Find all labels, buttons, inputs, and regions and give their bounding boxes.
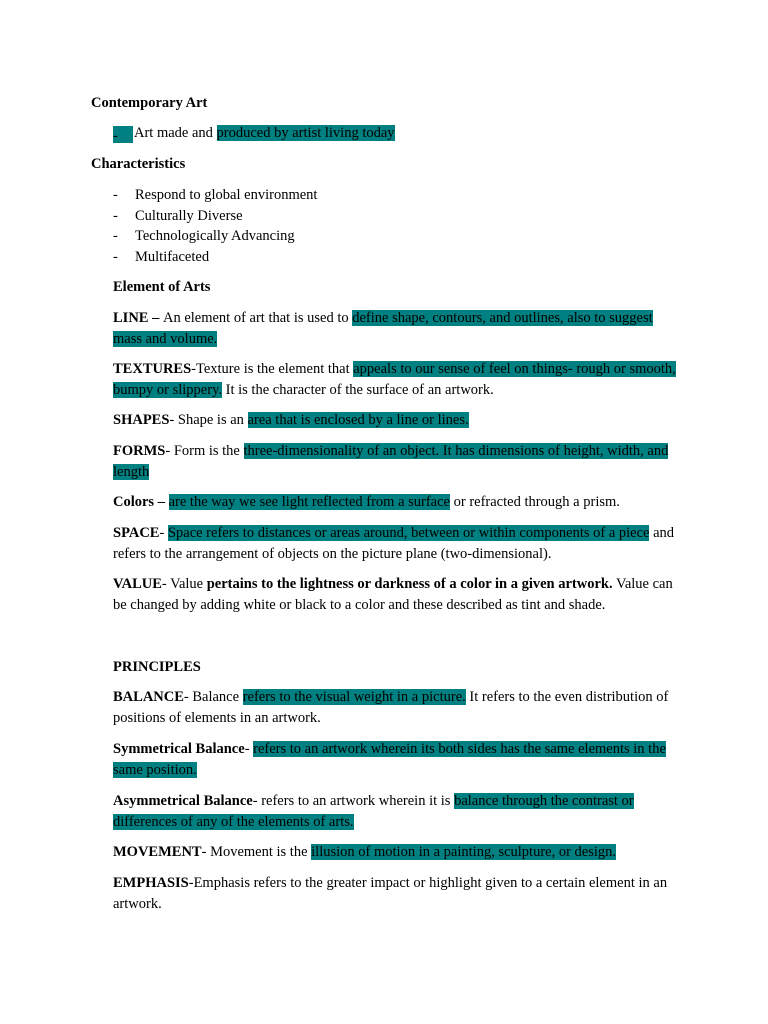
element-term: SPACE <box>113 525 160 541</box>
intro-line <box>113 123 683 144</box>
characteristics-list <box>113 185 317 267</box>
principle-term: EMPHASIS <box>113 875 189 891</box>
principle-text-continued: It refers to the even distribution of positions of elements in an artwork. <box>113 689 669 726</box>
principle-balance <box>113 687 683 729</box>
principle-emphasis <box>113 873 683 915</box>
element-text: - Form is the <box>165 443 244 459</box>
element-highlight: are the way we see light reflected from a surface <box>168 494 450 510</box>
element-value <box>113 574 683 616</box>
element-highlight: Space refers to distances or areas around, between or within components of a piece <box>167 525 650 541</box>
principle-asymmetrical-balance <box>113 791 683 833</box>
element-highlight: define shape, contours, and outlines, also to suggest mass and volume. <box>113 310 653 347</box>
element-highlight: area that is enclosed by a line or lines. <box>247 412 469 428</box>
element-forms <box>113 441 683 483</box>
element-text-continued: Value can be changed by adding white or black to a color and these described as tint and shade. <box>113 576 673 613</box>
element-bold-text: pertains to the lightness or darkness of a color in a given artwork. <box>206 576 613 592</box>
element-term: VALUE <box>113 576 162 592</box>
element-colors <box>113 492 683 513</box>
element-textures <box>113 359 683 401</box>
principle-text: -Emphasis refers to the greater impact or highlight given to a certain element in an artwork. <box>113 875 668 912</box>
element-highlight: three-dimensionality of an object. It has dimensions of height, width, and length <box>113 443 669 480</box>
list-dash: - <box>113 187 118 203</box>
list-item-text: Culturally Diverse <box>135 207 243 224</box>
principle-term: MOVEMENT <box>113 844 202 860</box>
principle-highlight: balance through the contrast or differences of any of the elements of arts. <box>113 793 634 830</box>
intro-highlight: produced by artist living today <box>216 125 395 141</box>
intro-bullet-highlight <box>113 126 133 143</box>
element-term: SHAPES <box>113 412 170 428</box>
principle-highlight: refers to the visual weight in a picture. <box>242 689 466 705</box>
principle-text: - <box>244 741 254 757</box>
element-term: FORMS <box>113 443 166 459</box>
list-item-text: Respond to global environment <box>135 187 318 203</box>
list-dash: - <box>113 248 118 265</box>
element-highlight: appeals to our sense of feel on things- rough or smooth, bumpy or slippery. <box>113 361 676 398</box>
intro-dash: - <box>113 128 118 144</box>
principle-term: Asymmetrical Balance <box>113 793 253 809</box>
element-text-continued: It is the character of the surface of an artwork. <box>222 382 494 398</box>
list-item-text: Technologically Advancing <box>135 228 295 244</box>
list-item <box>113 226 317 247</box>
element-line <box>113 308 683 350</box>
list-dash: - <box>113 207 118 224</box>
principle-symmetrical-balance <box>113 739 683 781</box>
element-shapes <box>113 410 683 431</box>
principle-text: - Movement is the <box>201 844 312 860</box>
principles-heading: PRINCIPLES <box>113 659 201 675</box>
element-term: LINE – <box>113 310 163 326</box>
element-text-continued: and refers to the arrangement of objects on the picture plane (two-dimensional). <box>113 525 675 562</box>
principle-highlight: refers to an artwork wherein its both sides has the same elements in the same position. <box>113 741 666 778</box>
list-dash: - <box>113 228 118 244</box>
principle-text: - refers to an artwork wherein it is <box>252 793 455 809</box>
element-term: TEXTURES <box>113 361 192 377</box>
intro-text: Art made and <box>134 125 217 141</box>
element-space <box>113 523 683 565</box>
element-text: An element of art that is used to <box>162 310 353 326</box>
document-title: Contemporary Art <box>91 95 208 111</box>
list-item-text: Multifaceted <box>135 248 210 265</box>
principle-highlight: illusion of motion in a painting, sculpture, or design. <box>311 844 617 860</box>
principle-text: - Balance <box>183 689 243 705</box>
element-text: -Texture is the element that <box>191 361 354 377</box>
element-text: - <box>159 525 168 541</box>
element-text: - Value <box>161 576 207 592</box>
element-text: - Shape is an <box>169 412 248 428</box>
element-text-continued: or refracted through a prism. <box>449 494 620 510</box>
list-item <box>113 206 317 227</box>
characteristics-heading: Characteristics <box>91 156 186 172</box>
list-item <box>113 185 317 206</box>
list-item <box>113 247 317 268</box>
principle-term: BALANCE <box>113 689 184 705</box>
principle-movement <box>113 842 683 863</box>
elements-heading: Element of Arts <box>113 279 211 295</box>
element-term: Colors – <box>113 494 169 510</box>
principle-term: Symmetrical Balance <box>113 741 245 757</box>
